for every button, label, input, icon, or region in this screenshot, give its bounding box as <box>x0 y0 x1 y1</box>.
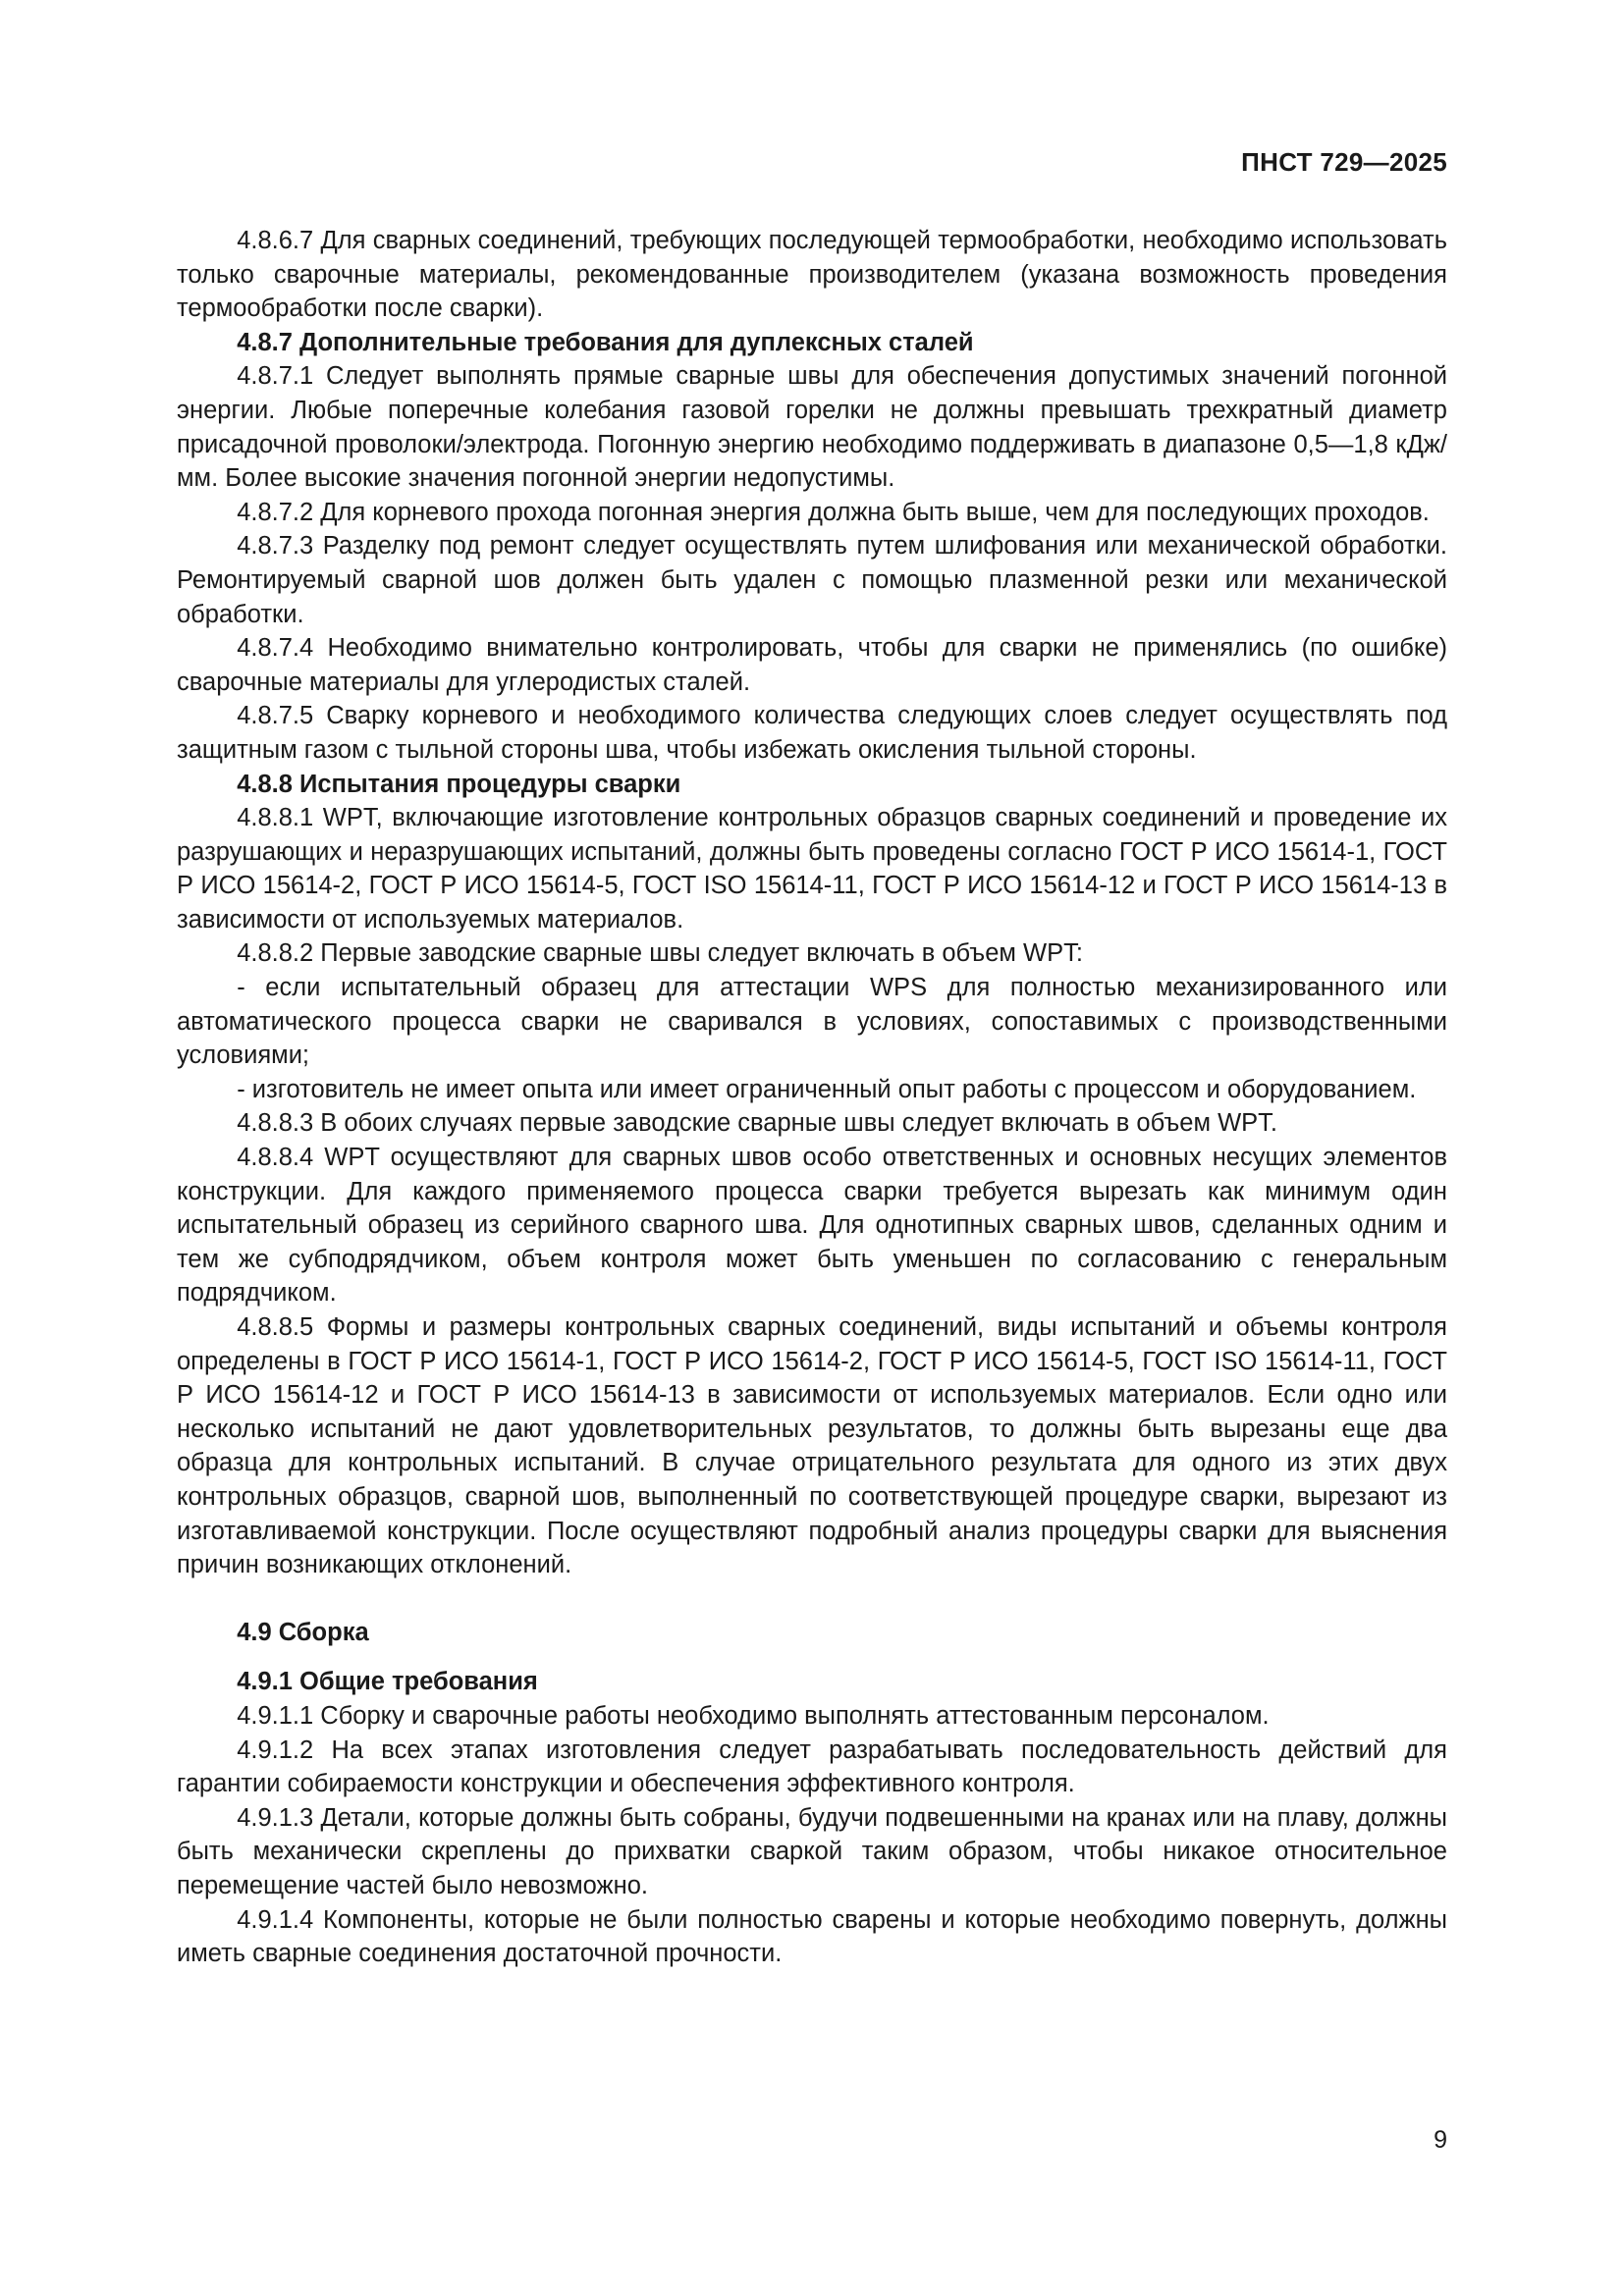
paragraph: 4.8.7.1 Следует выполнять прямые сварные швы для обеспечения допустимых значений погонной энергии. Любые поперечные колебания газовой горелки не должны превышать трехкратный диаметр присадочной проволоки/электрода. Погонную энергию необходимо поддерживать в диапазоне 0,5—1,8 кДж/мм. Более высокие значения погонной энергии недопустимы. <box>177 362 1447 493</box>
paragraph: 4.9.1.2 На всех этапах изготовления следует разрабатывать последовательность действий для гарантии собираемости конструкции и обеспечения эффективного контроля. <box>177 1735 1447 1798</box>
paragraph: 4.8.8.2 Первые заводские сварные швы следует включать в объем WPT: <box>237 939 1083 968</box>
document-code: ПНСТ 729—2025 <box>1241 147 1447 177</box>
document-body <box>177 224 1447 1971</box>
page-number: 9 <box>1434 2126 1447 2154</box>
list-item: - изготовитель не имеет опыта или имеет ограниченный опыт работы с процессом и оборудованием. <box>237 1075 1417 1103</box>
paragraph: 4.8.8.4 WPT осуществляют для сварных швов особо ответственных и основных несущих элементов конструкции. Для каждого применяемого процесса сварки требуется вырезать как минимум один испытательный образец из серийного сварного шва. Для однотипных сварных швов, сделанных одним и тем же субподрядчиком, объем контроля может быть уменьшен по согласованию с генеральным подрядчиком. <box>177 1144 1447 1308</box>
paragraph: 4.9.1.3 Детали, которые должны быть собраны, будучи подвешенными на кранах или на плаву, должны быть механически скреплены до прихватки сваркой таким образом, чтобы никакое относительное перемещение частей было невозможно. <box>177 1803 1447 1899</box>
section-heading: 4.9 Сборка <box>237 1618 369 1646</box>
paragraph: 4.8.8.3 В обоих случаях первые заводские сварные швы следует включать в объем WPT. <box>237 1109 1278 1138</box>
paragraph: 4.9.1.1 Сборку и сварочные работы необходимо выполнять аттестованным персоналом. <box>237 1701 1270 1730</box>
paragraph: 4.8.6.7 Для сварных соединений, требующих последующей термообработки, необходимо использовать только сварочные материалы, рекомендованные производителем (указана возможность проведения термообработки после сварки). <box>177 227 1447 323</box>
paragraph: 4.8.8.5 Формы и размеры контрольных сварных соединений, виды испытаний и объемы контроля определены в ГОСТ Р ИСО 15614-1, ГОСТ Р ИСО 15614-2, ГОСТ Р ИСО 15614-5, ГОСТ ISO 15614-11, ГОСТ Р ИСО 15614-12 и ГОСТ Р ИСО 15614-13 в зависимости от используемых материалов. Если одно или несколько испытаний не дают удовлетворительных результатов, то должны быть вырезаны еще два образца для контрольных испытаний. В случае отрицательного результата для одного из этих двух контрольных образцов, сварной шов, выполненный по соответствующей процедуре сварки, вырезают из изготавливаемой конструкции. После осуществляют подробный анализ процедуры сварки для выяснения причин возникающих отклонений. <box>177 1313 1447 1579</box>
subsection-heading: 4.8.8 Испытания процедуры сварки <box>237 770 681 798</box>
paragraph: 4.8.7.3 Разделку под ремонт следует осуществлять путем шлифования или механической обработки. Ремонтируемый сварной шов должен быть удален с помощью плазменной резки или механической обработки. <box>177 532 1447 628</box>
paragraph: 4.8.8.1 WPT, включающие изготовление контрольных образцов сварных соединений и проведение их разрушающих и неразрушающих испытаний, должны быть проведены согласно ГОСТ Р ИСО 15614-1, ГОСТ Р ИСО 15614-2, ГОСТ Р ИСО 15614-5, ГОСТ ISO 15614-11, ГОСТ Р ИСО 15614-12 и ГОСТ Р ИСО 15614-13 в зависимости от используемых материалов. <box>177 804 1447 934</box>
subsection-heading: 4.8.7 Дополнительные требования для дуплексных сталей <box>237 328 974 356</box>
subsection-heading: 4.9.1 Общие требования <box>237 1668 538 1696</box>
paragraph: 4.8.7.4 Необходимо внимательно контролировать, чтобы для сварки не применялись (по ошибке) сварочные материалы для углеродистых сталей. <box>177 634 1447 696</box>
paragraph: 4.8.7.5 Сварку корневого и необходимого количества следующих слоев следует осуществлять под защитным газом с тыльной стороны шва, чтобы избежать окисления тыльной стороны. <box>177 702 1447 764</box>
paragraph: 4.8.7.2 Для корневого прохода погонная энергия должна быть выше, чем для последующих проходов. <box>237 498 1430 526</box>
paragraph: 4.9.1.4 Компоненты, которые не были полностью сварены и которые необходимо повернуть, должны иметь сварные соединения достаточной прочности. <box>177 1905 1447 1968</box>
list-item: - если испытательный образец для аттестации WPS для полностью механизированного или автоматического процесса сварки не сваривался в условиях, сопоставимых с производственными условиями; <box>177 974 1447 1070</box>
